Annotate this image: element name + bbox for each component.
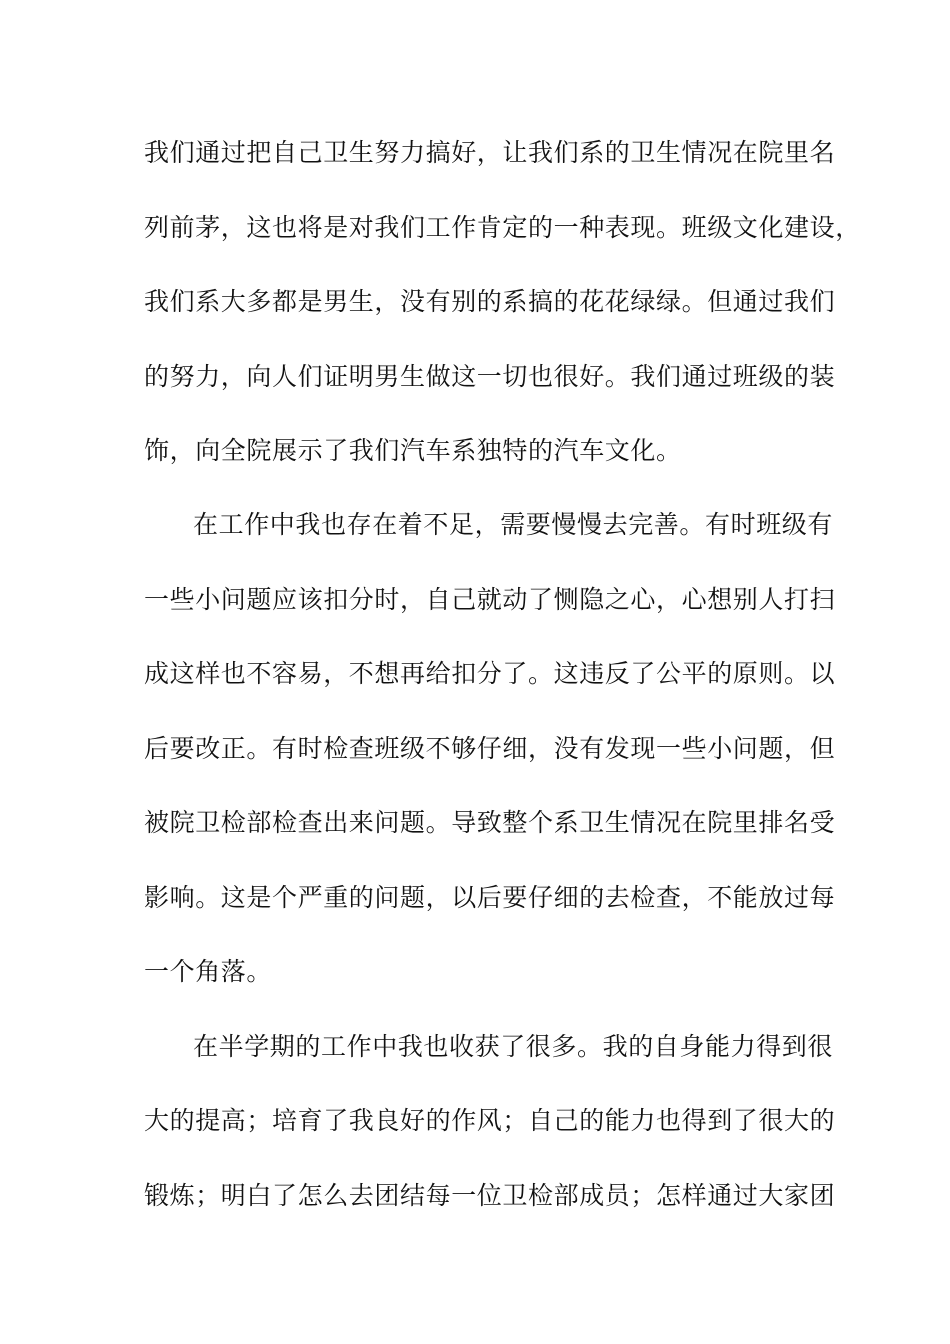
text-line-3: 我们系大多都是男生，没有别的系搞的花花绿绿。但通过我们	[144, 287, 836, 316]
text-line-2: 列前茅，这也将是对我们工作肯定的一种表现。班级文化建设，	[144, 213, 861, 242]
text-line-7: 一些小问题应该扣分时，自己就动了恻隐之心，心想别人打扫	[144, 585, 836, 614]
text-line-15: 锻炼；明白了怎么去团结每一位卫检部成员；怎样通过大家团	[144, 1181, 836, 1210]
text-line-13: 在半学期的工作中我也收获了很多。我的自身能力得到很	[193, 1032, 834, 1061]
text-line-4: 的努力，向人们证明男生做这一切也很好。我们通过班级的装	[144, 362, 836, 391]
text-line-11: 影响。这是个严重的问题，以后要仔细的去检查，不能放过每	[144, 883, 836, 912]
text-line-5: 饰，向全院展示了我们汽车系独特的汽车文化。	[144, 436, 682, 465]
text-line-6: 在工作中我也存在着不足，需要慢慢去完善。有时班级有	[193, 510, 834, 539]
text-line-9: 后要改正。有时检查班级不够仔细，没有发现一些小问题，但	[144, 734, 836, 763]
text-line-12: 一个角落。	[144, 957, 273, 986]
text-line-10: 被院卫检部检查出来问题。导致整个系卫生情况在院里排名受	[144, 808, 836, 837]
text-line-14: 大的提高；培育了我良好的作风；自己的能力也得到了很大的	[144, 1106, 836, 1135]
text-line-8: 成这样也不容易，不想再给扣分了。这违反了公平的原则。以	[144, 659, 836, 688]
text-line-1: 我们通过把自己卫生努力搞好，让我们系的卫生情况在院里名	[144, 138, 836, 167]
